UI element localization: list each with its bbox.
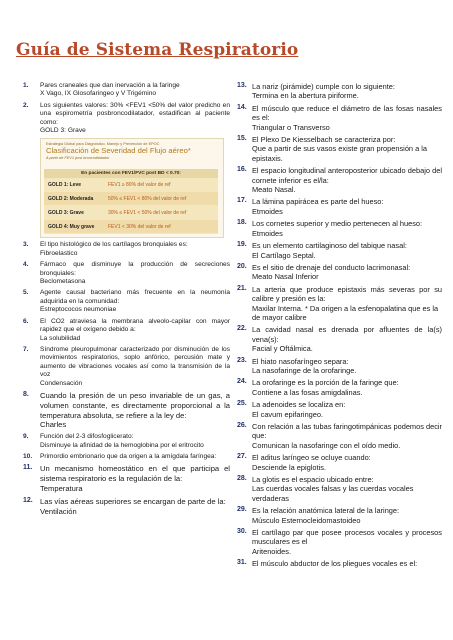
question-number: 14. [237, 103, 247, 111]
question-number: 21. [237, 284, 247, 292]
answer-text: Condensación [40, 379, 83, 387]
question-item [237, 166, 442, 195]
question-text: Síndrome pleuropulmonar caracterizado por disminución de los movimientos respiratorios, soplo anfórico, percusión mate y aumento de vibraciones vocales así como la transmisión de la voz [40, 345, 230, 379]
gold-stage-label: GOLD 4: Muy grave [48, 223, 95, 230]
answer-text: Etmoides [252, 206, 283, 216]
answer-text: Beclometasona [40, 278, 86, 286]
question-number: 1. [23, 82, 29, 89]
question-item [237, 422, 442, 450]
question-number: 29. [237, 506, 247, 514]
question-number: 3. [23, 241, 29, 249]
question-item [23, 241, 230, 258]
question-text: Las vías aéreas superiores se encargan de parte de la: [40, 496, 226, 506]
answer-text: Disminuye la afinidad de la hemoglobina por el eritrocito [40, 441, 204, 449]
question-text: Pares craneales que dan inervación a la faringe [40, 82, 180, 89]
question-text: La adenoides se localiza en: [252, 400, 346, 410]
gold-stage-criterion: FEV1 ≥ 80% del valor de ref [108, 181, 171, 188]
question-number: 25. [237, 400, 247, 408]
question-text: El músculo abductor de los pliegues vocales es el: [252, 559, 418, 569]
question-item [23, 317, 230, 343]
gold-header-row: En pacientes con FEV1/FVC post BD < 0.70: [44, 169, 218, 178]
question-text: Función del 2-3 difosfoglicerato: [40, 433, 134, 441]
question-item [237, 135, 442, 163]
question-number: 7. [23, 345, 29, 353]
question-text: Los cornetes superior y medio pertenecen al hueso: [252, 219, 423, 229]
question-number: 17. [237, 197, 247, 205]
question-item [237, 241, 442, 260]
question-text: La arteria que produce epistaxis más severas por su calibre y presión es la: [252, 284, 442, 304]
question-item [237, 506, 442, 525]
question-number: 28. [237, 475, 247, 483]
question-item [237, 356, 442, 376]
answer-text: El cavum epifaringeo. [252, 409, 324, 419]
question-number: 5. [23, 289, 29, 297]
answer-text: Maxilar Interna. * Da origen a la esfenopalatina que es la de mayor calibre [252, 303, 439, 322]
answer-text: La solubilidad [40, 334, 81, 342]
answer-text: GOLD 3: Grave [40, 127, 86, 135]
question-text: Con relación a las tubas faringotimpánicas podemos decir que: [252, 422, 442, 441]
gold-stage-criterion: 30% ≤ FEV1 < 50% del valor de ref [108, 209, 187, 216]
answer-text: Músculo Esternocleidomastoideo [252, 515, 361, 525]
answer-text: Termina en la abertura piriforme. [252, 91, 359, 101]
answer-text: Meato Nasal Inferior [252, 272, 319, 282]
gold-row [44, 220, 218, 234]
question-text: Un mecanismo homeostático en el que participa el sistema respiratorio es la regulación de la: [40, 464, 230, 484]
question-text: La lámina papirácea es parte del hueso: [252, 197, 384, 207]
question-number: 13. [237, 82, 247, 89]
question-number: 23. [237, 356, 247, 364]
question-item [237, 262, 442, 282]
answer-text: Facial y Oftálmica. [252, 344, 313, 354]
question-number: 11. [23, 464, 33, 472]
gold-stage-label: GOLD 1: Leve [48, 181, 82, 188]
answer-text: X Vago, IX Glosofaringeo y V Trigémino [40, 90, 157, 98]
question-item [23, 261, 230, 286]
question-item [23, 101, 230, 239]
left-column [23, 82, 230, 519]
question-item [237, 103, 442, 132]
question-item [23, 496, 230, 517]
page-title: Guía de Sistema Respiratorio [16, 40, 299, 60]
question-text: Es el sitio de drenaje del conducto lacrimonasal: [252, 262, 411, 272]
question-item [237, 453, 442, 472]
gold-stage-criterion: 50% ≤ FEV1 < 80% del valor de ref [108, 195, 187, 202]
question-number: 31. [237, 559, 247, 567]
question-text: La glotis es el espacio ubicado entre: [252, 475, 374, 485]
question-number: 4. [23, 261, 29, 269]
answer-text: Meato Nasal. [252, 185, 296, 195]
answer-text: Charles [40, 420, 67, 430]
question-number: 2. [23, 101, 29, 109]
question-number: 6. [23, 317, 29, 325]
question-item [23, 82, 230, 99]
question-number: 27. [237, 453, 247, 461]
question-item [237, 219, 442, 238]
question-text: Primordio embrionario que da origen a la amígdala faríngea: [40, 452, 217, 460]
question-text: Agente causal bacteriano más frecuente en la neumonía adquirida en la comunidad: [40, 289, 230, 305]
question-text: El Plexo De Kiesselbach se caracteriza por: [252, 135, 396, 145]
answer-text: Las cuerdas vocales falsas y las cuerdas vocales verdaderas [252, 484, 414, 503]
question-number: 22. [237, 325, 247, 333]
answer-text: Ventilación [40, 506, 77, 516]
gold-row [44, 206, 218, 220]
question-item [23, 464, 230, 493]
question-text: Cuando la presión de un peso invariable de un gas, a volumen constante, es directamente proporcional a la temperatura absoluta, se refiere a la ley de: [40, 390, 230, 420]
gold-heading: Clasificación de Severidad del Flujo aéreo* [46, 146, 191, 156]
question-text: Es la relación anatómica lateral de la laringe: [252, 506, 400, 516]
question-item [237, 475, 442, 503]
question-item [237, 559, 442, 569]
gold-classification-table [40, 138, 224, 238]
answer-text: Aritenoides. [252, 546, 292, 556]
question-item [23, 390, 230, 430]
question-number: 20. [237, 262, 247, 270]
question-item [237, 284, 442, 323]
gold-subheading: A partir de FEV1 post broncodilatador [46, 155, 110, 160]
question-number: 8. [23, 390, 29, 398]
question-text: El espacio longitudinal anteroposterior ubicado debajo del cornete inferior es el/la: [252, 166, 442, 185]
question-item [237, 197, 442, 216]
right-column [237, 82, 442, 572]
question-text: El CO2 atraviesa la membrana alveolo-capilar con mayor rapidez que el oxígeno debido a: [40, 317, 230, 334]
answer-text: Que a partir de sus vasos existe gran propensión a la epistaxis. [252, 144, 428, 163]
question-number: 19. [237, 241, 247, 249]
question-number: 18. [237, 219, 247, 227]
answer-text: Desciende la epiglotis. [252, 462, 326, 472]
question-item [237, 400, 442, 419]
question-item [237, 82, 442, 101]
question-number: 10. [23, 452, 33, 460]
answer-text: Contiene a las fosas amigdalinas. [252, 387, 363, 397]
question-number: 24. [237, 378, 247, 386]
answer-text: La nasofaringe de la orofaringe. [252, 365, 357, 375]
question-number: 26. [237, 422, 247, 429]
question-text: El hiato nasofaríngeo separa: [252, 356, 349, 366]
answer-text: Fibroelastico [40, 249, 78, 257]
answer-text: Estreptococos neumoniae [40, 306, 117, 314]
question-item [23, 433, 230, 450]
answer-text: Temperatura [40, 483, 83, 493]
question-item [237, 325, 442, 354]
answer-text: Comunican la nasofaringe con el oído medio. [252, 440, 401, 450]
question-number: 30. [237, 528, 247, 536]
question-item [23, 452, 230, 461]
question-text: Fármaco que disminuye la producción de secreciones bronquiales: [40, 261, 230, 277]
question-number: 16. [237, 166, 247, 174]
question-number: 12. [23, 496, 33, 504]
answer-text: Etmoides [252, 228, 283, 238]
question-item [237, 378, 442, 397]
question-item [23, 289, 230, 314]
question-text: El músculo que reduce el diámetro de las fosas nasales es el: [252, 103, 442, 123]
question-text: La orofaringe es la porción de la faringe que: [252, 378, 399, 388]
question-text: Es un elemento cartilaginoso del tabique nasal: [252, 241, 407, 251]
question-text: La cavidad nasal es drenada por afluentes de la(s) vena(s): [252, 325, 442, 344]
question-text: El cartílago par que posee procesos vocales y procesos musculares es el [252, 528, 442, 547]
question-item [237, 528, 442, 556]
gold-row [44, 178, 218, 192]
question-text: La nariz (pirámide) cumple con lo siguiente: [252, 82, 395, 91]
question-text: El aditus laríngeo se ocluye cuando: [252, 453, 371, 463]
question-number: 15. [237, 135, 247, 143]
question-number: 9. [23, 433, 29, 441]
question-text: Los siguientes valores: 30% <FEV1 <50% del valor predicho en una espirometría posbroncodilatador, estadifican al paciente como: [40, 101, 230, 126]
answer-text: El Cartílago Septal. [252, 250, 316, 260]
gold-row [44, 192, 218, 206]
gold-stage-criterion: FEV1 < 30% del valor de ref [108, 223, 171, 230]
gold-stage-label: GOLD 2: Moderada [48, 195, 94, 202]
question-item [23, 345, 230, 388]
question-text: El tipo histológico de los cartílagos bronquiales es: [40, 241, 188, 249]
gold-stage-label: GOLD 3: Grave [48, 209, 84, 216]
gold-strategy-text: Estrategia Global para Diagnóstico, Manejo y Prevención de EPOC [46, 142, 160, 147]
answer-text: Triangular o Transverso [252, 122, 330, 132]
